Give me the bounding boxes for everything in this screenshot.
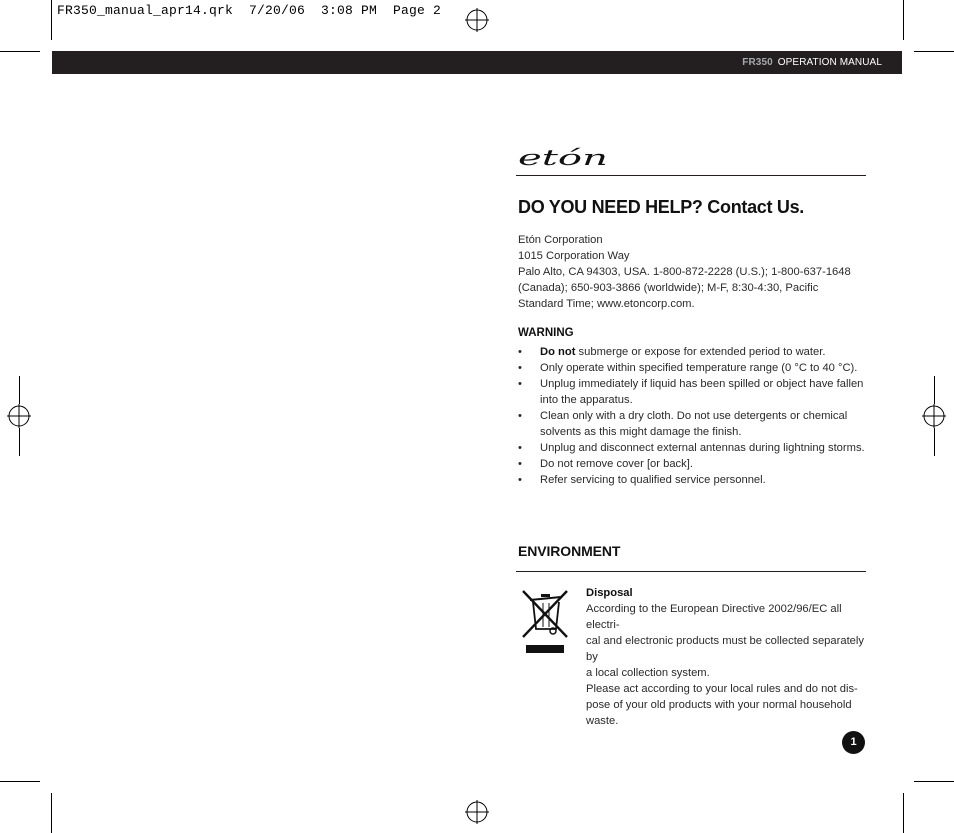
disposal-note <box>586 585 868 729</box>
eton-logo-icon <box>517 146 609 170</box>
crop-mark <box>934 428 935 456</box>
header-model: FR350 <box>742 57 773 68</box>
disposal-line: Please act according to your local rules and do not dis- <box>586 683 858 695</box>
crop-mark <box>903 0 904 40</box>
crop-mark <box>51 793 52 833</box>
registration-mark-icon <box>7 404 31 428</box>
bullet-glyph: • <box>518 458 522 470</box>
warning-text: Unplug immediately if liquid has been spilled or object have fallen into the apparatus. <box>540 378 864 406</box>
crop-mark <box>19 376 20 404</box>
bullet-glyph: • <box>518 378 522 390</box>
warning-text: Unplug and disconnect external antennas during lightning storms. <box>540 442 865 454</box>
crop-mark <box>934 376 935 404</box>
bullet-glyph: • <box>518 362 522 374</box>
crossed-out-wheelie-bin-icon <box>519 587 571 655</box>
registration-mark-icon <box>465 800 489 824</box>
disposal-line: a local collection system. <box>586 667 710 679</box>
address-line: Etón Corporation <box>518 234 603 246</box>
bullet-glyph: • <box>518 474 522 486</box>
list-item <box>518 376 870 408</box>
crop-mark <box>903 793 904 833</box>
divider <box>516 571 866 572</box>
crop-mark <box>914 51 954 52</box>
disposal-title: Disposal <box>586 587 633 599</box>
header-manual-label: OPERATION MANUAL <box>777 57 882 68</box>
crop-mark <box>0 781 40 782</box>
list-item <box>518 472 870 488</box>
address-line: 1015 Corporation Way <box>518 250 630 262</box>
header-bar <box>52 51 902 74</box>
page-number: 1 <box>842 731 865 754</box>
address-line: Palo Alto, CA 94303, USA. 1-800-872-2228 (U.S.); 1-800-637-1648 <box>518 266 851 278</box>
registration-mark-icon <box>922 404 946 428</box>
bullet-glyph: • <box>518 346 522 358</box>
warning-emphasis: Do not <box>540 346 576 358</box>
crop-mark <box>19 428 20 456</box>
warning-list <box>518 344 870 488</box>
warning-text: submerge or expose for extended period to water. <box>575 346 826 358</box>
crop-mark <box>51 0 52 40</box>
bullet-glyph: • <box>518 442 522 454</box>
list-item <box>518 456 870 472</box>
printer-slug-line: FR350_manual_apr14.qrk 7/20/06 3:08 PM Page 2 <box>57 3 442 18</box>
warning-title: WARNING <box>518 327 574 339</box>
list-item <box>518 440 870 456</box>
header-title <box>742 57 882 68</box>
disposal-line: waste. <box>586 715 619 727</box>
disposal-line: According to the European Directive 2002/96/EC all electri- <box>586 603 842 631</box>
environment-title: ENVIRONMENT <box>518 543 621 559</box>
eton-logo-wordmark: etón <box>518 146 608 170</box>
warning-text: Clean only with a dry cloth. Do not use detergents or chemical solvents as this might damage the finish. <box>540 410 848 438</box>
crop-mark <box>914 781 954 782</box>
warning-text: Only operate within specified temperature range (0 °C to 40 °C). <box>540 362 858 374</box>
crop-mark <box>0 51 40 52</box>
divider <box>516 175 866 176</box>
registration-mark-icon <box>465 8 489 32</box>
warning-text: Do not remove cover [or back]. <box>540 458 693 470</box>
disposal-line: pose of your old products with your normal household <box>586 699 852 711</box>
bullet-glyph: • <box>518 410 522 422</box>
disposal-line: cal and electronic products must be collected separately by <box>586 635 864 663</box>
contact-address <box>518 232 868 312</box>
list-item <box>518 360 870 376</box>
list-item <box>518 344 870 360</box>
help-title: DO YOU NEED HELP? Contact Us. <box>518 197 805 217</box>
address-line: Standard Time; www.etoncorp.com. <box>518 298 695 310</box>
warning-text: Refer servicing to qualified service personnel. <box>540 474 766 486</box>
list-item <box>518 408 870 440</box>
address-line: (Canada); 650-903-3866 (worldwide); M-F, 8:30-4:30, Pacific <box>518 282 819 294</box>
